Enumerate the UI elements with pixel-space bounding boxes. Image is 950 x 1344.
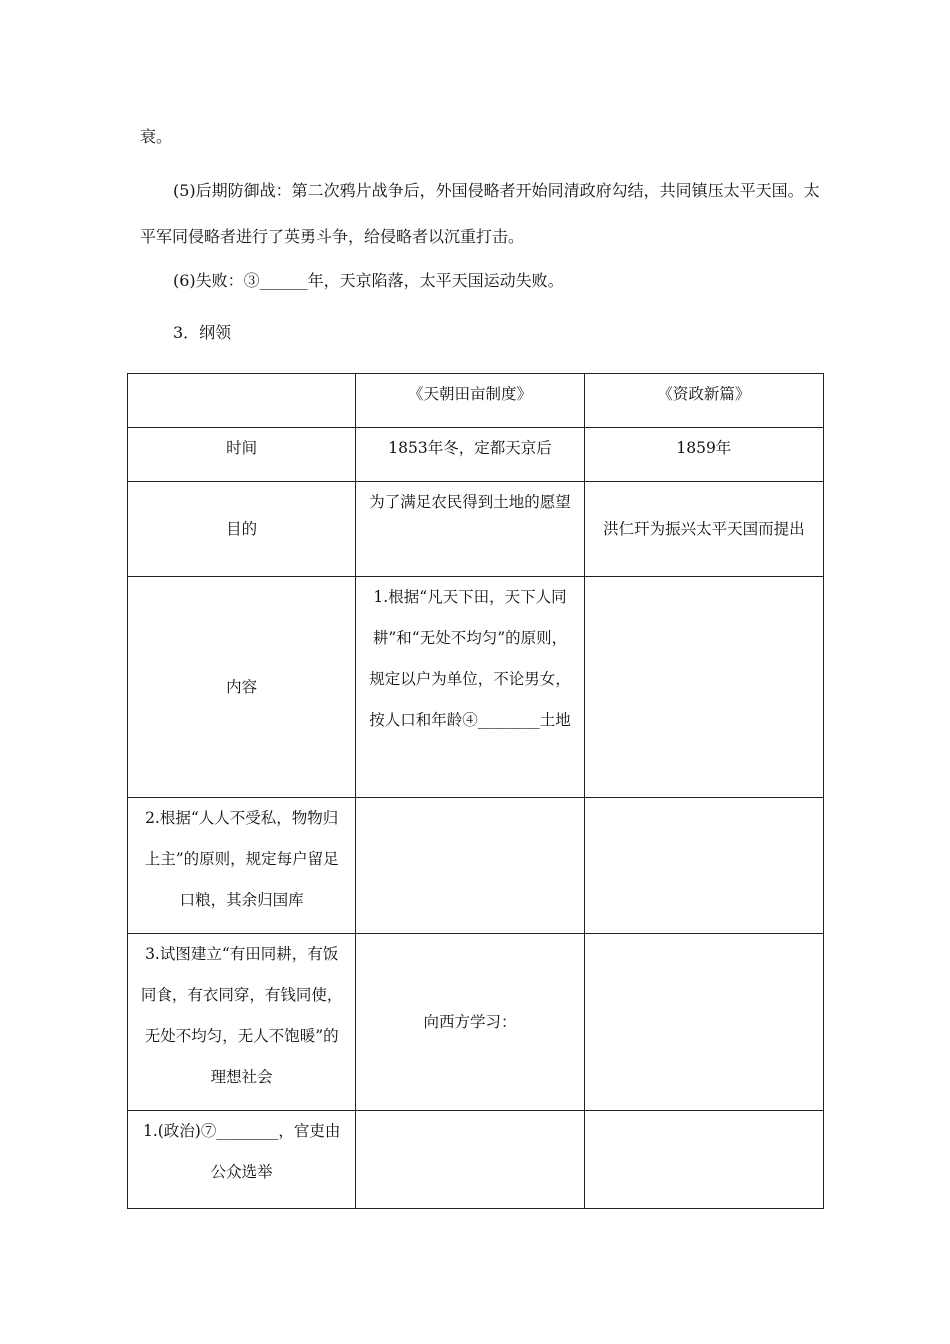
table-cell: 洪仁玕为振兴太平天国而提出 xyxy=(584,482,823,577)
table-cell: 向西方学习： xyxy=(356,934,584,1111)
paragraph-failure: (6)失败：③______年，天京陷落，太平天国运动失败。 xyxy=(173,271,564,290)
table-cell: 为了满足农民得到土地的愿望 xyxy=(356,482,584,577)
table-row xyxy=(128,934,824,1111)
paragraph-late-defense: (5)后期防御战：第二次鸦片战争后，外国侵略者开始同清政府勾结，共同镇压太平天国。太平军同侵略者进行了英勇斗争，给侵略者以沉重打击。 xyxy=(140,181,820,246)
table-cell xyxy=(584,934,823,1111)
paragraph-fragment: 衰。 xyxy=(140,127,173,146)
section-heading-program: 3．纲领 xyxy=(173,323,232,342)
program-comparison-table xyxy=(127,373,824,1209)
table-header-row xyxy=(128,374,824,428)
table-cell: 1859年 xyxy=(584,428,823,482)
table-row xyxy=(128,577,824,798)
table-cell: 1.(政治)⑦________，官吏由公众选举 xyxy=(128,1111,356,1209)
table-cell xyxy=(356,1111,584,1209)
table-cell: 1.根据“凡天下田，天下人同耕”和“无处不均匀”的原则，规定以户为单位，不论男女，按人口和年龄④________土地 xyxy=(356,577,584,798)
table-cell xyxy=(356,798,584,934)
table-cell xyxy=(584,577,823,798)
table-row xyxy=(128,798,824,934)
table-cell: 内容 xyxy=(128,577,356,798)
table-cell: 时间 xyxy=(128,428,356,482)
table-row xyxy=(128,482,824,577)
table-cell: 目的 xyxy=(128,482,356,577)
table-cell: 3.试图建立“有田同耕，有饭同食，有衣同穿，有钱同使，无处不均匀，无人不饱暖”的理想社会 xyxy=(128,934,356,1111)
table-cell xyxy=(584,1111,823,1209)
header-cell-empty xyxy=(128,374,356,428)
header-cell-tianchao: 《天朝田亩制度》 xyxy=(356,374,584,428)
table-cell xyxy=(584,798,823,934)
header-cell-zizheng: 《资政新篇》 xyxy=(584,374,823,428)
table-cell: 2.根据“人人不受私，物物归上主”的原则，规定每户留足口粮，其余归国库 xyxy=(128,798,356,934)
table-row xyxy=(128,1111,824,1209)
table-row xyxy=(128,428,824,482)
table-cell: 1853年冬，定都天京后 xyxy=(356,428,584,482)
